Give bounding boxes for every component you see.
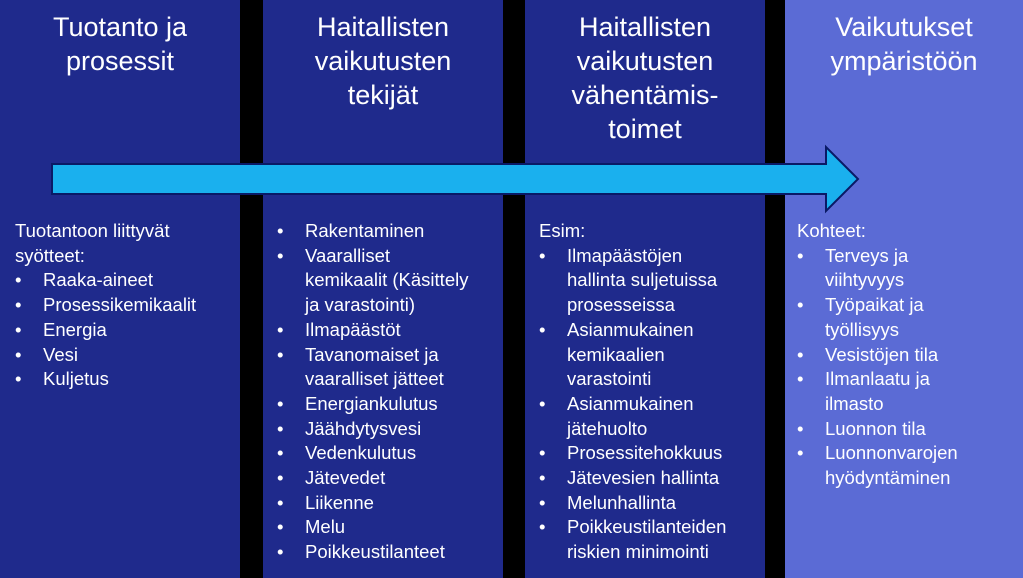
- bullet-item: • Luonnon tila: [797, 417, 1019, 442]
- bullet-list: [277, 219, 499, 565]
- bullet-item: • Vedenkulutus: [277, 441, 499, 466]
- bullet-item: • Liikenne: [277, 491, 499, 516]
- column-body: [539, 219, 761, 565]
- bullet-item: • Poikkeustilanteet: [277, 540, 499, 565]
- bullet-item: • Jätevesien hallinta: [539, 466, 761, 491]
- bullet-item: • Tavanomaiset ja vaaralliset jätteet: [277, 343, 499, 392]
- bullet-item: • Energiankulutus: [277, 392, 499, 417]
- bullet-item: • Työpaikat ja työllisyys: [797, 293, 1019, 342]
- bullet-item: • Melu: [277, 515, 499, 540]
- bullet-list: [15, 268, 236, 392]
- column-title: Vaikutukset ympäristöön: [830, 12, 978, 76]
- bullet-item: • Asianmukainen kemikaalien varastointi: [539, 318, 761, 392]
- bullet-item: • Rakentaminen: [277, 219, 499, 244]
- bullet-item: • Asianmukainen jätehuolto: [539, 392, 761, 441]
- column-environmental-effects: [785, 0, 1023, 578]
- bullet-item: • Vesi: [15, 343, 236, 368]
- bullet-item: • Jätevedet: [277, 466, 499, 491]
- bullet-list: [539, 244, 761, 565]
- bullet-item: • Prosessikemikaalit: [15, 293, 236, 318]
- column-intro: Esim:: [539, 220, 586, 241]
- column-body: [277, 219, 499, 565]
- bullet-item: • Energia: [15, 318, 236, 343]
- bullet-item: • Poikkeustilanteiden riskien minimointi: [539, 515, 761, 564]
- bullet-item: • Raaka-aineet: [15, 268, 236, 293]
- bullet-item: • Ilmapäästöjen hallinta suljetuissa prosesseissa: [539, 244, 761, 318]
- column-intro: Kohteet:: [797, 220, 866, 241]
- bullet-item: • Jäähdytysvesi: [277, 417, 499, 442]
- column-intro: Tuotantoon liittyvät syötteet:: [15, 220, 170, 266]
- bullet-item: • Terveys ja viihtyvyys: [797, 244, 1019, 293]
- column-title: Tuotanto ja prosessit: [52, 12, 188, 76]
- column-production: [0, 0, 240, 578]
- column-title: Haitallisten vaikutusten tekijät: [314, 12, 452, 110]
- column-body: [797, 219, 1019, 491]
- bullet-item: • Melunhallinta: [539, 491, 761, 516]
- bullet-item: • Luonnonvarojen hyödyntäminen: [797, 441, 1019, 490]
- column-body: [15, 219, 236, 392]
- bullet-item: • Vaaralliset kemikaalit (Käsittely ja varastointi): [277, 244, 499, 318]
- bullet-item: • Ilmapäästöt: [277, 318, 499, 343]
- column-mitigation: [525, 0, 765, 578]
- bullet-item: • Ilmanlaatu ja ilmasto: [797, 367, 1019, 416]
- column-title: Haitallisten vaikutusten vähentämis- toimet: [571, 12, 719, 144]
- bullet-item: • Prosessitehokkuus: [539, 441, 761, 466]
- bullet-item: • Vesistöjen tila: [797, 343, 1019, 368]
- bullet-list: [797, 244, 1019, 491]
- bullet-item: • Kuljetus: [15, 367, 236, 392]
- column-impact-factors: [263, 0, 503, 578]
